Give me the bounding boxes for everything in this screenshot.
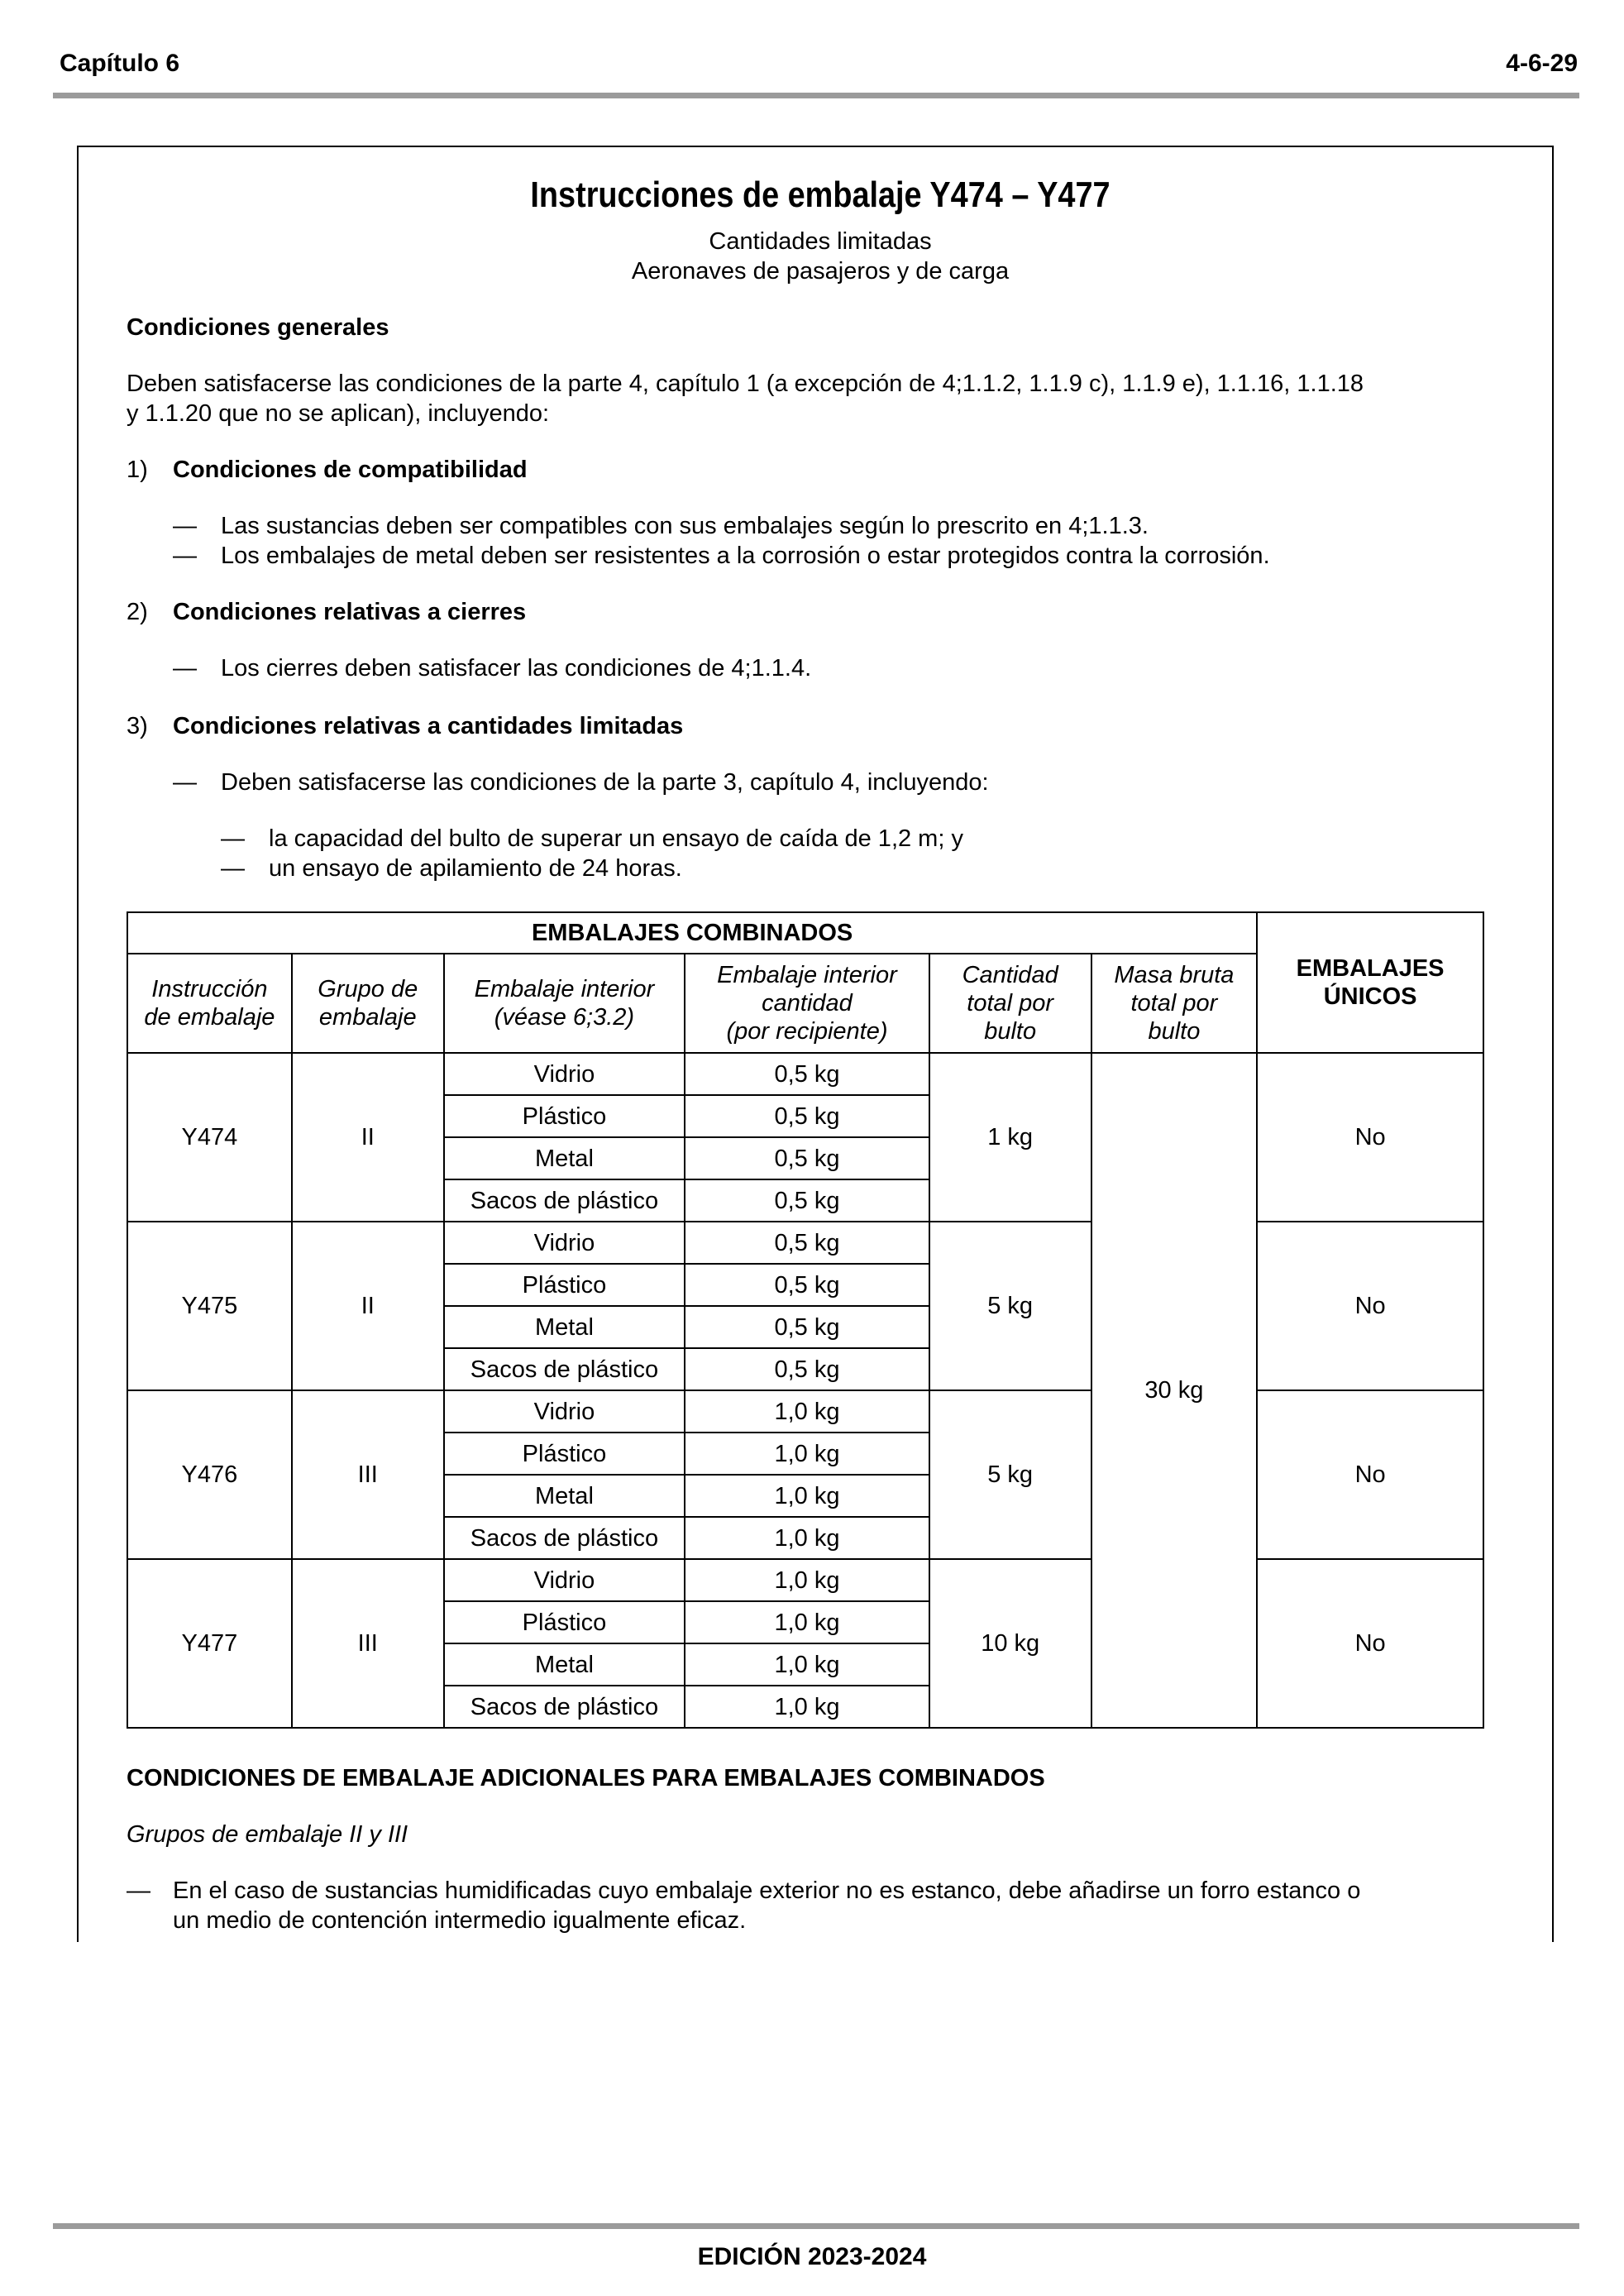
inner-packaging-cell: Metal	[444, 1137, 685, 1179]
closures-heading: Condiciones relativas a cierres	[173, 599, 527, 625]
inner-packaging-cell: Metal	[444, 1306, 685, 1348]
inner-quantity-cell: 1,0 kg	[685, 1559, 929, 1601]
inner-packaging-cell: Sacos de plástico	[444, 1179, 685, 1222]
table-row	[127, 1053, 1483, 1095]
inner-quantity-cell: 0,5 kg	[685, 1222, 929, 1264]
total-quantity-cell: 5 kg	[929, 1222, 1091, 1390]
inner-quantity-cell: 1,0 kg	[685, 1686, 929, 1728]
single-packagings-header: EMBALAJES ÚNICOS	[1257, 912, 1483, 1053]
dash: —	[173, 655, 197, 682]
subtitle-aircraft: Aeronaves de pasajeros y de carga	[631, 258, 1010, 285]
dash: —	[127, 1877, 150, 1904]
inner-packaging-cell: Plástico	[444, 1601, 685, 1643]
additional-conditions-heading: CONDICIONES DE EMBALAJE ADICIONALES PARA EMBALAJES COMBINADOS	[127, 1765, 1045, 1791]
instruction-cell: Y476	[127, 1390, 292, 1559]
dash: —	[173, 513, 197, 539]
footer-rule	[53, 2223, 1579, 2229]
packing-groups-subheading: Grupos de embalaje II y III	[127, 1821, 408, 1848]
chapter-label: Capítulo 6	[60, 50, 180, 77]
inner-packaging-cell: Metal	[444, 1475, 685, 1517]
inner-packaging-cell: Sacos de plástico	[444, 1348, 685, 1390]
inner-packaging-cell: Metal	[444, 1643, 685, 1686]
table-row	[127, 1222, 1483, 1264]
inner-packaging-cell: Vidrio	[444, 1222, 685, 1264]
inner-quantity-cell: 0,5 kg	[685, 1264, 929, 1306]
single-packaging-cell: No	[1257, 1222, 1483, 1390]
bullet-text: Los cierres deben satisfacer las condiciones de 4;1.1.4.	[221, 655, 812, 682]
limited-quantities-heading: Condiciones relativas a cantidades limitadas	[173, 713, 684, 739]
column-header: Instrucción de embalaje	[127, 954, 292, 1053]
sub-bullet-text: la capacidad del bulto de superar un ensayo de caída de 1,2 m; y	[269, 825, 963, 852]
inner-quantity-cell: 0,5 kg	[685, 1137, 929, 1179]
instruction-cell: Y475	[127, 1222, 292, 1390]
item-number: 2)	[127, 599, 148, 625]
table-row	[127, 1559, 1483, 1601]
inner-quantity-cell: 0,5 kg	[685, 1053, 929, 1095]
instruction-cell: Y477	[127, 1559, 292, 1728]
additional-bullet-line-1: En el caso de sustancias humidificadas cuyo embalaje exterior no es estanco, debe añadirse un forro estanco o	[173, 1877, 1361, 1904]
packing-group-cell: III	[292, 1390, 444, 1559]
gross-mass-cell: 30 kg	[1091, 1053, 1258, 1728]
combined-packagings-header: EMBALAJES COMBINADOS	[127, 912, 1257, 954]
inner-quantity-cell: 0,5 kg	[685, 1095, 929, 1137]
packing-group-cell: II	[292, 1222, 444, 1390]
header-rule	[53, 93, 1579, 98]
inner-packaging-cell: Sacos de plástico	[444, 1517, 685, 1559]
single-packaging-cell: No	[1257, 1053, 1483, 1222]
total-quantity-cell: 5 kg	[929, 1390, 1091, 1559]
column-header: Embalaje interior (véase 6;3.2)	[444, 954, 685, 1053]
bullet-text: Deben satisfacerse las condiciones de la parte 3, capítulo 4, incluyendo:	[221, 769, 989, 796]
page-header	[60, 50, 1578, 83]
inner-quantity-cell: 1,0 kg	[685, 1643, 929, 1686]
inner-quantity-cell: 1,0 kg	[685, 1601, 929, 1643]
general-conditions-line-2: y 1.1.20 que no se aplican), incluyendo:	[127, 400, 550, 427]
general-conditions-line-1: Deben satisfacerse las condiciones de la parte 4, capítulo 1 (a excepción de 4;1.1.2, 1.1.9 c), 1.1.9 e), 1.1.16, 1.1.18	[127, 371, 1364, 397]
packing-group-cell: III	[292, 1559, 444, 1728]
packing-group-cell: II	[292, 1053, 444, 1222]
dash: —	[221, 825, 245, 852]
page-title: Instrucciones de embalaje Y474 – Y477	[530, 175, 1111, 215]
single-packaging-cell: No	[1257, 1559, 1483, 1728]
inner-quantity-cell: 1,0 kg	[685, 1475, 929, 1517]
inner-packaging-cell: Vidrio	[444, 1390, 685, 1433]
sub-bullet-text: un ensayo de apilamiento de 24 horas.	[269, 855, 682, 882]
dash: —	[173, 769, 197, 796]
page-number: 4-6-29	[1506, 50, 1578, 77]
total-quantity-cell: 10 kg	[929, 1559, 1091, 1728]
item-number: 1)	[127, 457, 148, 483]
subtitle-limited-quantities: Cantidades limitadas	[709, 228, 932, 255]
inner-packaging-cell: Plástico	[444, 1264, 685, 1306]
column-header: Masa bruta total por bulto	[1091, 954, 1258, 1053]
inner-packaging-cell: Plástico	[444, 1095, 685, 1137]
inner-packaging-cell: Vidrio	[444, 1053, 685, 1095]
edition-footer: EDICIÓN 2023-2024	[697, 2243, 927, 2270]
inner-packaging-cell: Plástico	[444, 1433, 685, 1475]
column-header: Embalaje interior cantidad (por recipiente)	[685, 954, 929, 1053]
inner-quantity-cell: 0,5 kg	[685, 1306, 929, 1348]
bullet-text: Las sustancias deben ser compatibles con sus embalajes según lo prescrito en 4;1.1.3.	[221, 513, 1149, 539]
inner-packaging-cell: Sacos de plástico	[444, 1686, 685, 1728]
compatibility-heading: Condiciones de compatibilidad	[173, 457, 528, 483]
dash: —	[221, 855, 245, 882]
inner-quantity-cell: 1,0 kg	[685, 1390, 929, 1433]
inner-quantity-cell: 0,5 kg	[685, 1179, 929, 1222]
column-header: Cantidad total por bulto	[929, 954, 1091, 1053]
general-conditions-heading: Condiciones generales	[127, 314, 389, 341]
column-header: Grupo de embalaje	[292, 954, 444, 1053]
additional-bullet-line-2: un medio de contención intermedio igualmente eficaz.	[173, 1907, 747, 1934]
inner-quantity-cell: 1,0 kg	[685, 1433, 929, 1475]
packing-table	[127, 911, 1484, 1729]
instruction-frame	[77, 146, 1554, 1942]
bullet-text: Los embalajes de metal deben ser resistentes a la corrosión o estar protegidos contra la corrosión.	[221, 543, 1270, 569]
instruction-cell: Y474	[127, 1053, 292, 1222]
item-number: 3)	[127, 713, 148, 739]
table-row	[127, 1390, 1483, 1433]
inner-quantity-cell: 0,5 kg	[685, 1348, 929, 1390]
inner-packaging-cell: Vidrio	[444, 1559, 685, 1601]
single-packaging-cell: No	[1257, 1390, 1483, 1559]
dash: —	[173, 543, 197, 569]
inner-quantity-cell: 1,0 kg	[685, 1517, 929, 1559]
total-quantity-cell: 1 kg	[929, 1053, 1091, 1222]
